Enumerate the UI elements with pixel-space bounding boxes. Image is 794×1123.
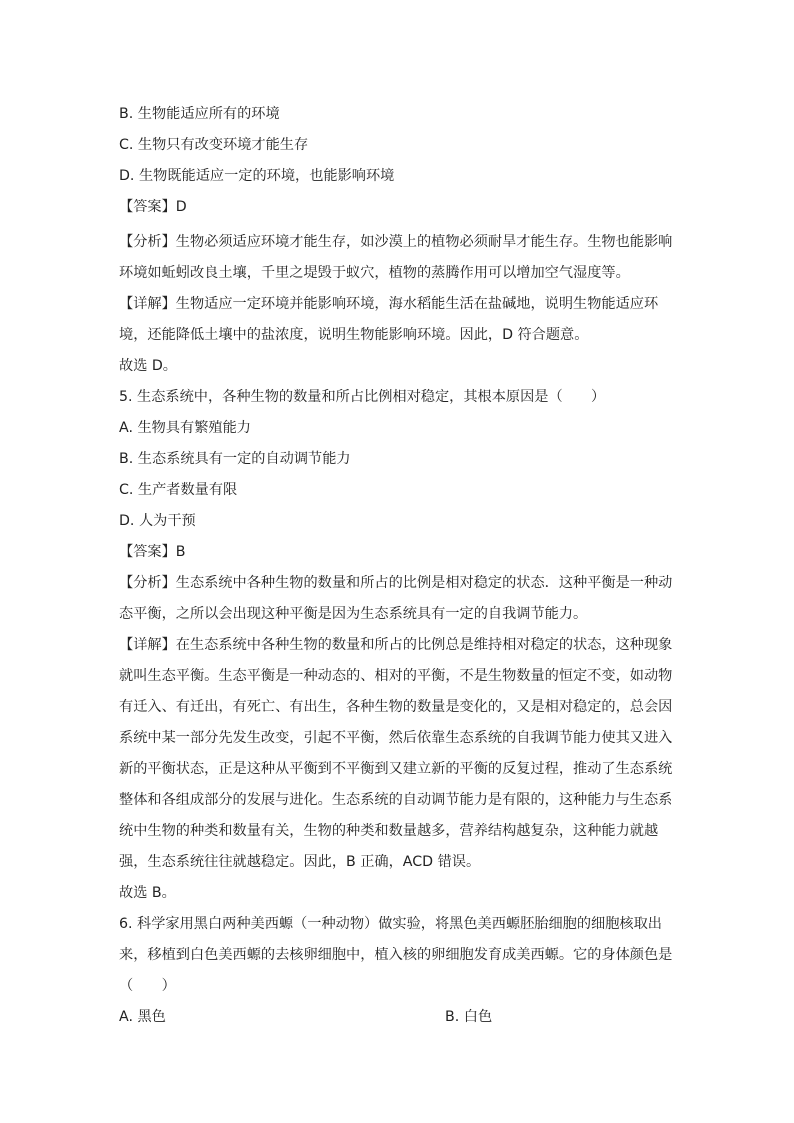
q5-detail-line: 系统中某一部分先发生改变，引起不平衡，然后依靠生态系统的自我调节能力使其又进入 bbox=[119, 730, 673, 746]
q5-detail-line: 有迁入、有迁出，有死亡、有出生，各种生物的数量是变化的，又是相对稳定的，总会因 bbox=[119, 699, 673, 715]
q4-choose: 故选 D。 bbox=[119, 358, 177, 374]
q5-detail-line: 【详解】在生态系统中各种生物的数量和所占的比例总是维持相对稳定的状态，这种现象 bbox=[119, 637, 673, 653]
q6-stem-line: （ ） bbox=[119, 978, 176, 994]
q5-option-b: B. 生态系统具有一定的自动调节能力 bbox=[119, 451, 351, 467]
q5-option-c: C. 生产者数量有限 bbox=[119, 482, 238, 498]
q5-detail-line: 强，生态系统往往就越稳定。因此，B 正确，ACD 错误。 bbox=[119, 854, 481, 870]
q5-answer: 【答案】B bbox=[119, 544, 186, 560]
q4-detail-line: 境，还能降低土壤中的盐浓度，说明生物能影响环境。因此，D 符合题意。 bbox=[119, 327, 589, 343]
q5-option-a: A. 生物具有繁殖能力 bbox=[119, 420, 251, 436]
q5-analysis-line: 【分析】生态系统中各种生物的数量和所占的比例是相对稳定的状态．这种平衡是一种动 bbox=[119, 575, 673, 591]
q4-option-b: B. 生物能适应所有的环境 bbox=[119, 106, 280, 122]
q6-option-a: A. 黑色 bbox=[119, 1009, 166, 1025]
q6-options-row bbox=[119, 1002, 679, 1033]
q5-detail-line: 统中生物的种类和数量有关，生物的种类和数量越多，营养结构越复杂，这种能力就越 bbox=[119, 823, 659, 839]
q4-detail-line: 【详解】生物适应一定环境并能影响环境，海水稻能生活在盐碱地，说明生物能适应环 bbox=[119, 296, 659, 312]
q4-detail bbox=[119, 289, 679, 351]
q6-stem-line: 6. 科学家用黑白两种美西螈（一种动物）做实验，将黑色美西螈胚胎细胞的细胞核取出 bbox=[119, 916, 662, 932]
q5-choose: 故选 B。 bbox=[119, 885, 176, 901]
q5-analysis bbox=[119, 568, 679, 630]
q4-answer: 【答案】D bbox=[119, 199, 187, 215]
q5-detail-line: 新的平衡状态，正是这种从平衡到不平衡到又建立新的平衡的反复过程，推动了生态系统 bbox=[119, 761, 673, 777]
q5-analysis-line: 态平衡，之所以会出现这种平衡是因为生态系统具有一定的自我调节能力。 bbox=[119, 606, 588, 622]
q4-analysis-line: 【分析】生物必须适应环境才能生存，如沙漠上的植物必须耐旱才能生存。生物也能影响 bbox=[119, 234, 673, 250]
q4-analysis bbox=[119, 227, 679, 289]
q5-detail-line: 就叫生态平衡。生态平衡是一种动态的、相对的平衡，不是生物数量的恒定不变，如动物 bbox=[119, 668, 673, 684]
q5-stem: 5. 生态系统中，各种生物的数量和所占比例相对稳定，其根本原因是（ ） bbox=[119, 389, 606, 405]
q5-detail-line: 整体和各组成部分的发展与进化。生态系统的自动调节能力是有限的，这种能力与生态系 bbox=[119, 792, 673, 808]
q4-option-d: D. 生物既能适应一定的环境，也能影响环境 bbox=[119, 168, 395, 184]
q6-stem-line: 来，移植到白色美西螈的去核卵细胞中，植入核的卵细胞发育成美西螈。它的身体颜色是 bbox=[119, 947, 673, 963]
q5-detail bbox=[119, 630, 679, 878]
q4-analysis-line: 环境如蚯蚓改良土壤，千里之堤毁于蚁穴，植物的蒸腾作用可以增加空气湿度等。 bbox=[119, 265, 630, 281]
q6-option-b: B. 白色 bbox=[445, 1009, 493, 1025]
q5-option-d: D. 人为干预 bbox=[119, 513, 196, 529]
q4-option-c: C. 生物只有改变环境才能生存 bbox=[119, 137, 309, 153]
document-page bbox=[119, 104, 679, 1033]
